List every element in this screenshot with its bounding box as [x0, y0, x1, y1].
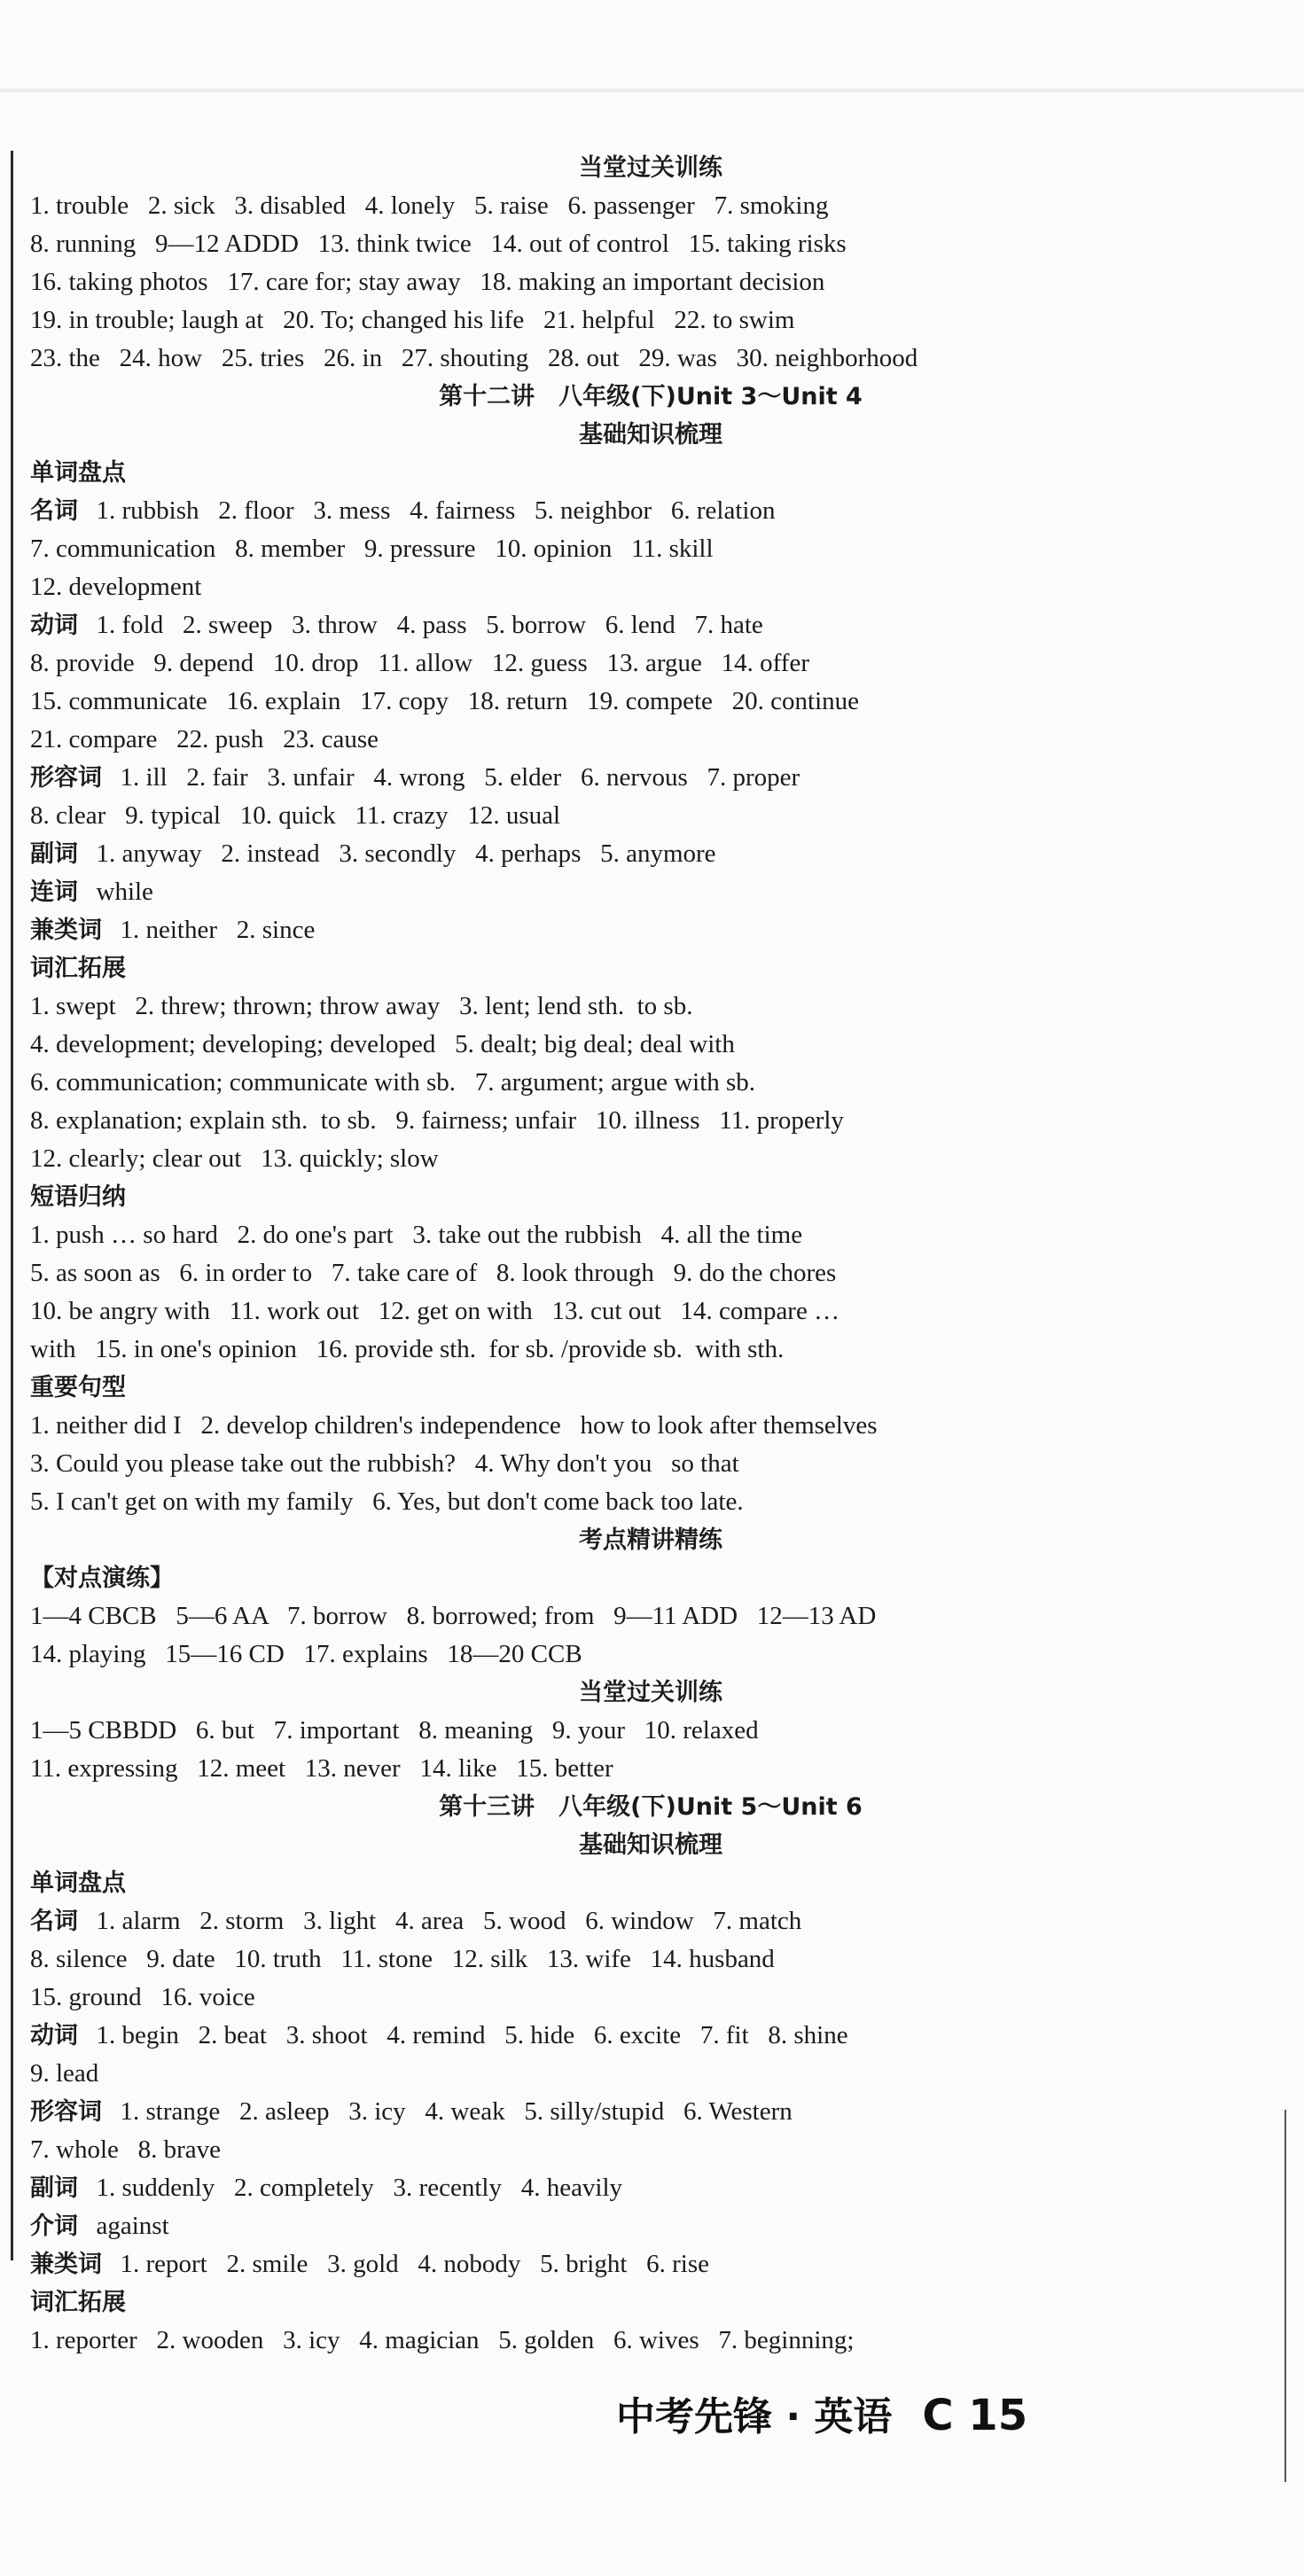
word-class-label: 介词	[30, 2213, 78, 2240]
answer-key-page	[30, 149, 1271, 2360]
category-label: 【对点演练】	[30, 1565, 174, 1592]
right-margin-rule	[1284, 2110, 1286, 2482]
scan-shadow	[0, 89, 1304, 92]
category-heading	[30, 2283, 1271, 2322]
answer-text: against	[96, 2212, 169, 2240]
answer-line: 16. taking photos 17. care for; stay away 18. making an important decision	[30, 268, 825, 296]
answer-line: 3. Could you please take out the rubbish? 4. Why don't you so that	[30, 1449, 739, 1478]
answer-line: 8. silence 9. date 10. truth 11. stone 12. silk 13. wife 14. husband	[30, 1945, 775, 1973]
category-heading	[30, 1369, 1271, 1407]
answer-line	[30, 2207, 1271, 2245]
word-class-label: 兼类词	[30, 2251, 102, 2278]
answer-line: 1. neither did I 2. develop children's independence how to look after themselves	[30, 1411, 878, 1440]
answer-line	[30, 873, 1271, 911]
answer-line: 1. swept 2. threw; thrown; throw away 3. lent; lend sth. to sb.	[30, 992, 693, 1020]
category-label: 重要句型	[30, 1374, 126, 1401]
answer-text: 1. anyway 2. instead 3. secondly 4. perhaps 5. anymore	[96, 839, 716, 868]
answer-line	[30, 759, 1271, 797]
section-heading: 考点精讲精练	[579, 1526, 722, 1554]
section-heading: 第十三讲 八年级(下)Unit 5～Unit 6	[439, 1793, 863, 1821]
answer-text: 1. ill 2. fair 3. unfair 4. wrong 5. elder 6. nervous 7. proper	[120, 763, 800, 792]
answer-line: 6. communication; communicate with sb. 7. argument; argue with sb.	[30, 1068, 756, 1097]
word-class-label: 名词	[30, 497, 78, 525]
page-number: C 15	[922, 2391, 1028, 2440]
answer-line	[30, 2245, 1271, 2283]
section-heading: 第十二讲 八年级(下)Unit 3～Unit 4	[439, 383, 863, 410]
answer-text: 1. fold 2. sweep 3. throw 4. pass 5. borrow 6. lend 7. hate	[96, 611, 763, 639]
answer-text: 1. strange 2. asleep 3. icy 4. weak 5. silly/stupid 6. Western	[120, 2097, 793, 2126]
category-label: 单词盘点	[30, 459, 126, 487]
answer-line: 15. ground 16. voice	[30, 1983, 255, 2011]
answer-line: 21. compare 22. push 23. cause	[30, 725, 379, 753]
section-heading: 当堂过关训练	[579, 154, 722, 182]
word-class-label: 形容词	[30, 2098, 102, 2126]
answer-text: 1. report 2. smile 3. gold 4. nobody 5. bright 6. rise	[120, 2250, 710, 2278]
word-class-label: 副词	[30, 840, 78, 868]
section-heading: 基础知识梳理	[579, 1831, 722, 1859]
category-heading	[30, 1559, 1271, 1597]
answer-line	[30, 606, 1271, 644]
category-label: 短语归纳	[30, 1183, 126, 1211]
answer-line: 12. clearly; clear out 13. quickly; slow	[30, 1144, 439, 1173]
answer-line	[30, 835, 1271, 873]
answer-line: 1. trouble 2. sick 3. disabled 4. lonely 5. raise 6. passenger 7. smoking	[30, 191, 829, 220]
answer-line: 14. playing 15—16 CD 17. explains 18—20 CCB	[30, 1640, 582, 1668]
section-heading: 当堂过关训练	[579, 1679, 722, 1706]
word-class-label: 动词	[30, 612, 78, 639]
answer-line: 23. the 24. how 25. tries 26. in 27. shouting 28. out 29. was 30. neighborhood	[30, 344, 918, 372]
word-class-label: 名词	[30, 1908, 78, 1935]
answer-text: 1. rubbish 2. floor 3. mess 4. fairness 5. neighbor 6. relation	[96, 496, 776, 525]
answer-line: 8. provide 9. depend 10. drop 11. allow 12. guess 13. argue 14. offer	[30, 649, 809, 677]
section-heading: 基础知识梳理	[579, 421, 722, 449]
answer-line: 15. communicate 16. explain 17. copy 18. return 19. compete 20. continue	[30, 687, 860, 715]
answer-line	[30, 911, 1271, 949]
answer-line	[30, 492, 1271, 530]
word-class-label: 连词	[30, 878, 78, 906]
word-class-label: 副词	[30, 2174, 78, 2202]
answer-line: 1. reporter 2. wooden 3. icy 4. magician 5. golden 6. wives 7. beginning;	[30, 2326, 855, 2354]
answer-text: 1. alarm 2. storm 3. light 4. area 5. wood 6. window 7. match	[96, 1907, 802, 1935]
category-label: 词汇拓展	[30, 955, 126, 982]
answer-line	[30, 2093, 1271, 2131]
answer-line: 8. running 9—12 ADDD 13. think twice 14. out of control 15. taking risks	[30, 230, 847, 258]
answer-line: 5. I can't get on with my family 6. Yes, but don't come back too late.	[30, 1487, 744, 1516]
category-label: 单词盘点	[30, 1870, 126, 1897]
answer-line: 7. whole 8. brave	[30, 2135, 222, 2164]
answer-line: 19. in trouble; laugh at 20. To; changed his life 21. helpful 22. to swim	[30, 306, 795, 334]
answer-line	[30, 2169, 1271, 2207]
category-label: 词汇拓展	[30, 2289, 126, 2316]
answer-line: 5. as soon as 6. in order to 7. take care of 8. look through 9. do the chores	[30, 1259, 837, 1287]
answer-line	[30, 1902, 1271, 1940]
category-heading	[30, 454, 1271, 492]
word-class-label: 兼类词	[30, 917, 102, 944]
answer-line: 9. lead	[30, 2059, 99, 2088]
answer-line: 8. clear 9. typical 10. quick 11. crazy 12. usual	[30, 801, 561, 830]
answer-line: 1. push … so hard 2. do one's part 3. take out the rubbish 4. all the time	[30, 1221, 803, 1249]
book-title: 中考先锋 · 英语	[616, 2394, 893, 2439]
answer-line: with 15. in one's opinion 16. provide sth. for sb. /provide sb. with sth.	[30, 1335, 785, 1363]
word-class-label: 动词	[30, 2022, 78, 2049]
answer-line: 8. explanation; explain sth. to sb. 9. fairness; unfair 10. illness 11. properly	[30, 1106, 844, 1135]
category-heading	[30, 1178, 1271, 1216]
answer-text: 1. neither 2. since	[120, 916, 316, 944]
left-margin-rule	[11, 151, 13, 2260]
answer-line: 1—5 CBBDD 6. but 7. important 8. meaning 9. your 10. relaxed	[30, 1716, 759, 1745]
answer-line: 10. be angry with 11. work out 12. get on with 13. cut out 14. compare …	[30, 1297, 840, 1325]
answer-text: 1. begin 2. beat 3. shoot 4. remind 5. hide 6. excite 7. fit 8. shine	[96, 2021, 848, 2049]
answer-text: while	[96, 878, 153, 906]
category-heading	[30, 1864, 1271, 1902]
word-class-label: 形容词	[30, 764, 102, 792]
category-heading	[30, 949, 1271, 987]
page-footer	[616, 2385, 1027, 2447]
answer-line: 11. expressing 12. meet 13. never 14. like 15. better	[30, 1754, 613, 1783]
answer-line: 1—4 CBCB 5—6 AA 7. borrow 8. borrowed; from 9—11 ADD 12—13 AD	[30, 1602, 877, 1630]
answer-line: 7. communication 8. member 9. pressure 10. opinion 11. skill	[30, 535, 714, 563]
answer-line: 4. development; developing; developed 5. dealt; big deal; deal with	[30, 1030, 735, 1058]
answer-line: 12. development	[30, 573, 202, 601]
answer-text: 1. suddenly 2. completely 3. recently 4. heavily	[96, 2174, 623, 2202]
answer-line	[30, 2017, 1271, 2055]
